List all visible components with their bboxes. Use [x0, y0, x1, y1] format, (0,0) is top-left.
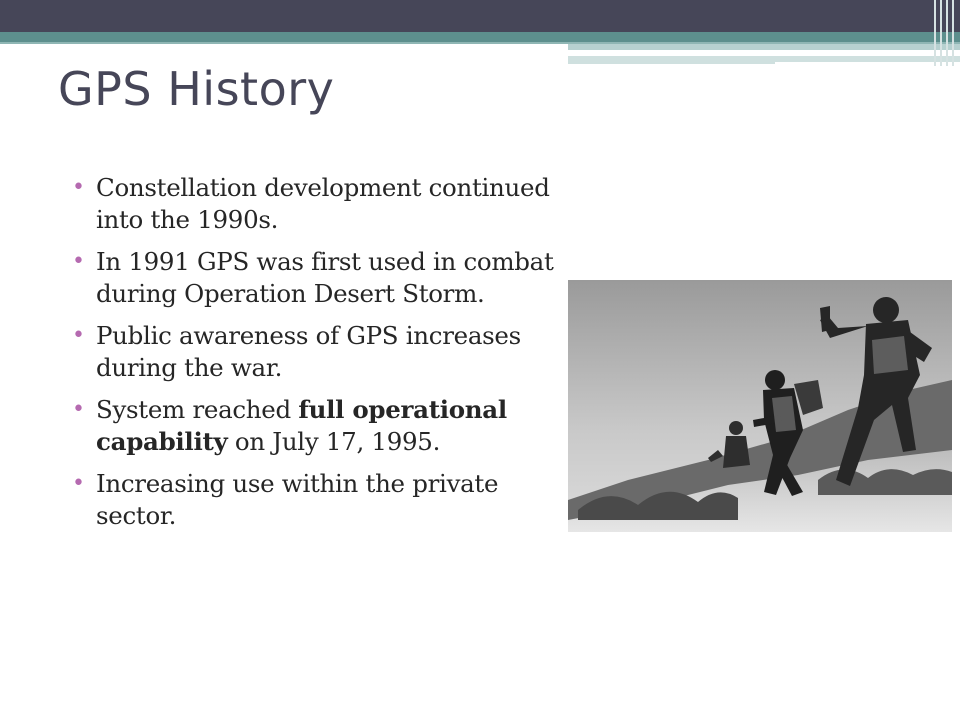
bullet-text-start: System reached — [96, 395, 299, 424]
bullet-text: Public awareness of GPS increases during the war. — [96, 321, 521, 382]
soldiers-photo — [568, 280, 952, 532]
bullet-text: In 1991 GPS was first used in combat during Operation Desert Storm. — [96, 247, 554, 308]
bullet-text: Constellation development continued into the 1990s. — [96, 173, 550, 234]
bullet-dot: • — [72, 175, 85, 200]
bullet-text-bold: full operational capability — [96, 395, 507, 456]
bullet-item — [72, 246, 562, 310]
bullet-item — [72, 320, 562, 384]
slide-title: GPS History — [58, 62, 335, 116]
header-band-dark — [0, 0, 960, 32]
header-band-teal — [0, 32, 960, 42]
header-stripe — [568, 44, 960, 50]
bullet-dot: • — [72, 397, 85, 422]
bullet-dot: • — [72, 471, 85, 496]
bullet-list — [72, 172, 562, 542]
bullet-dot: • — [72, 249, 85, 274]
bullet-text: Increasing use within the private sector. — [96, 469, 499, 530]
bullet-item — [72, 394, 562, 458]
bullet-item — [72, 172, 562, 236]
bullet-item — [72, 468, 562, 532]
header-stripe — [568, 52, 888, 55]
header-vertical-lines — [932, 0, 960, 66]
bullet-text-end: on July 17, 1995. — [227, 427, 441, 456]
bullet-dot: • — [72, 323, 85, 348]
